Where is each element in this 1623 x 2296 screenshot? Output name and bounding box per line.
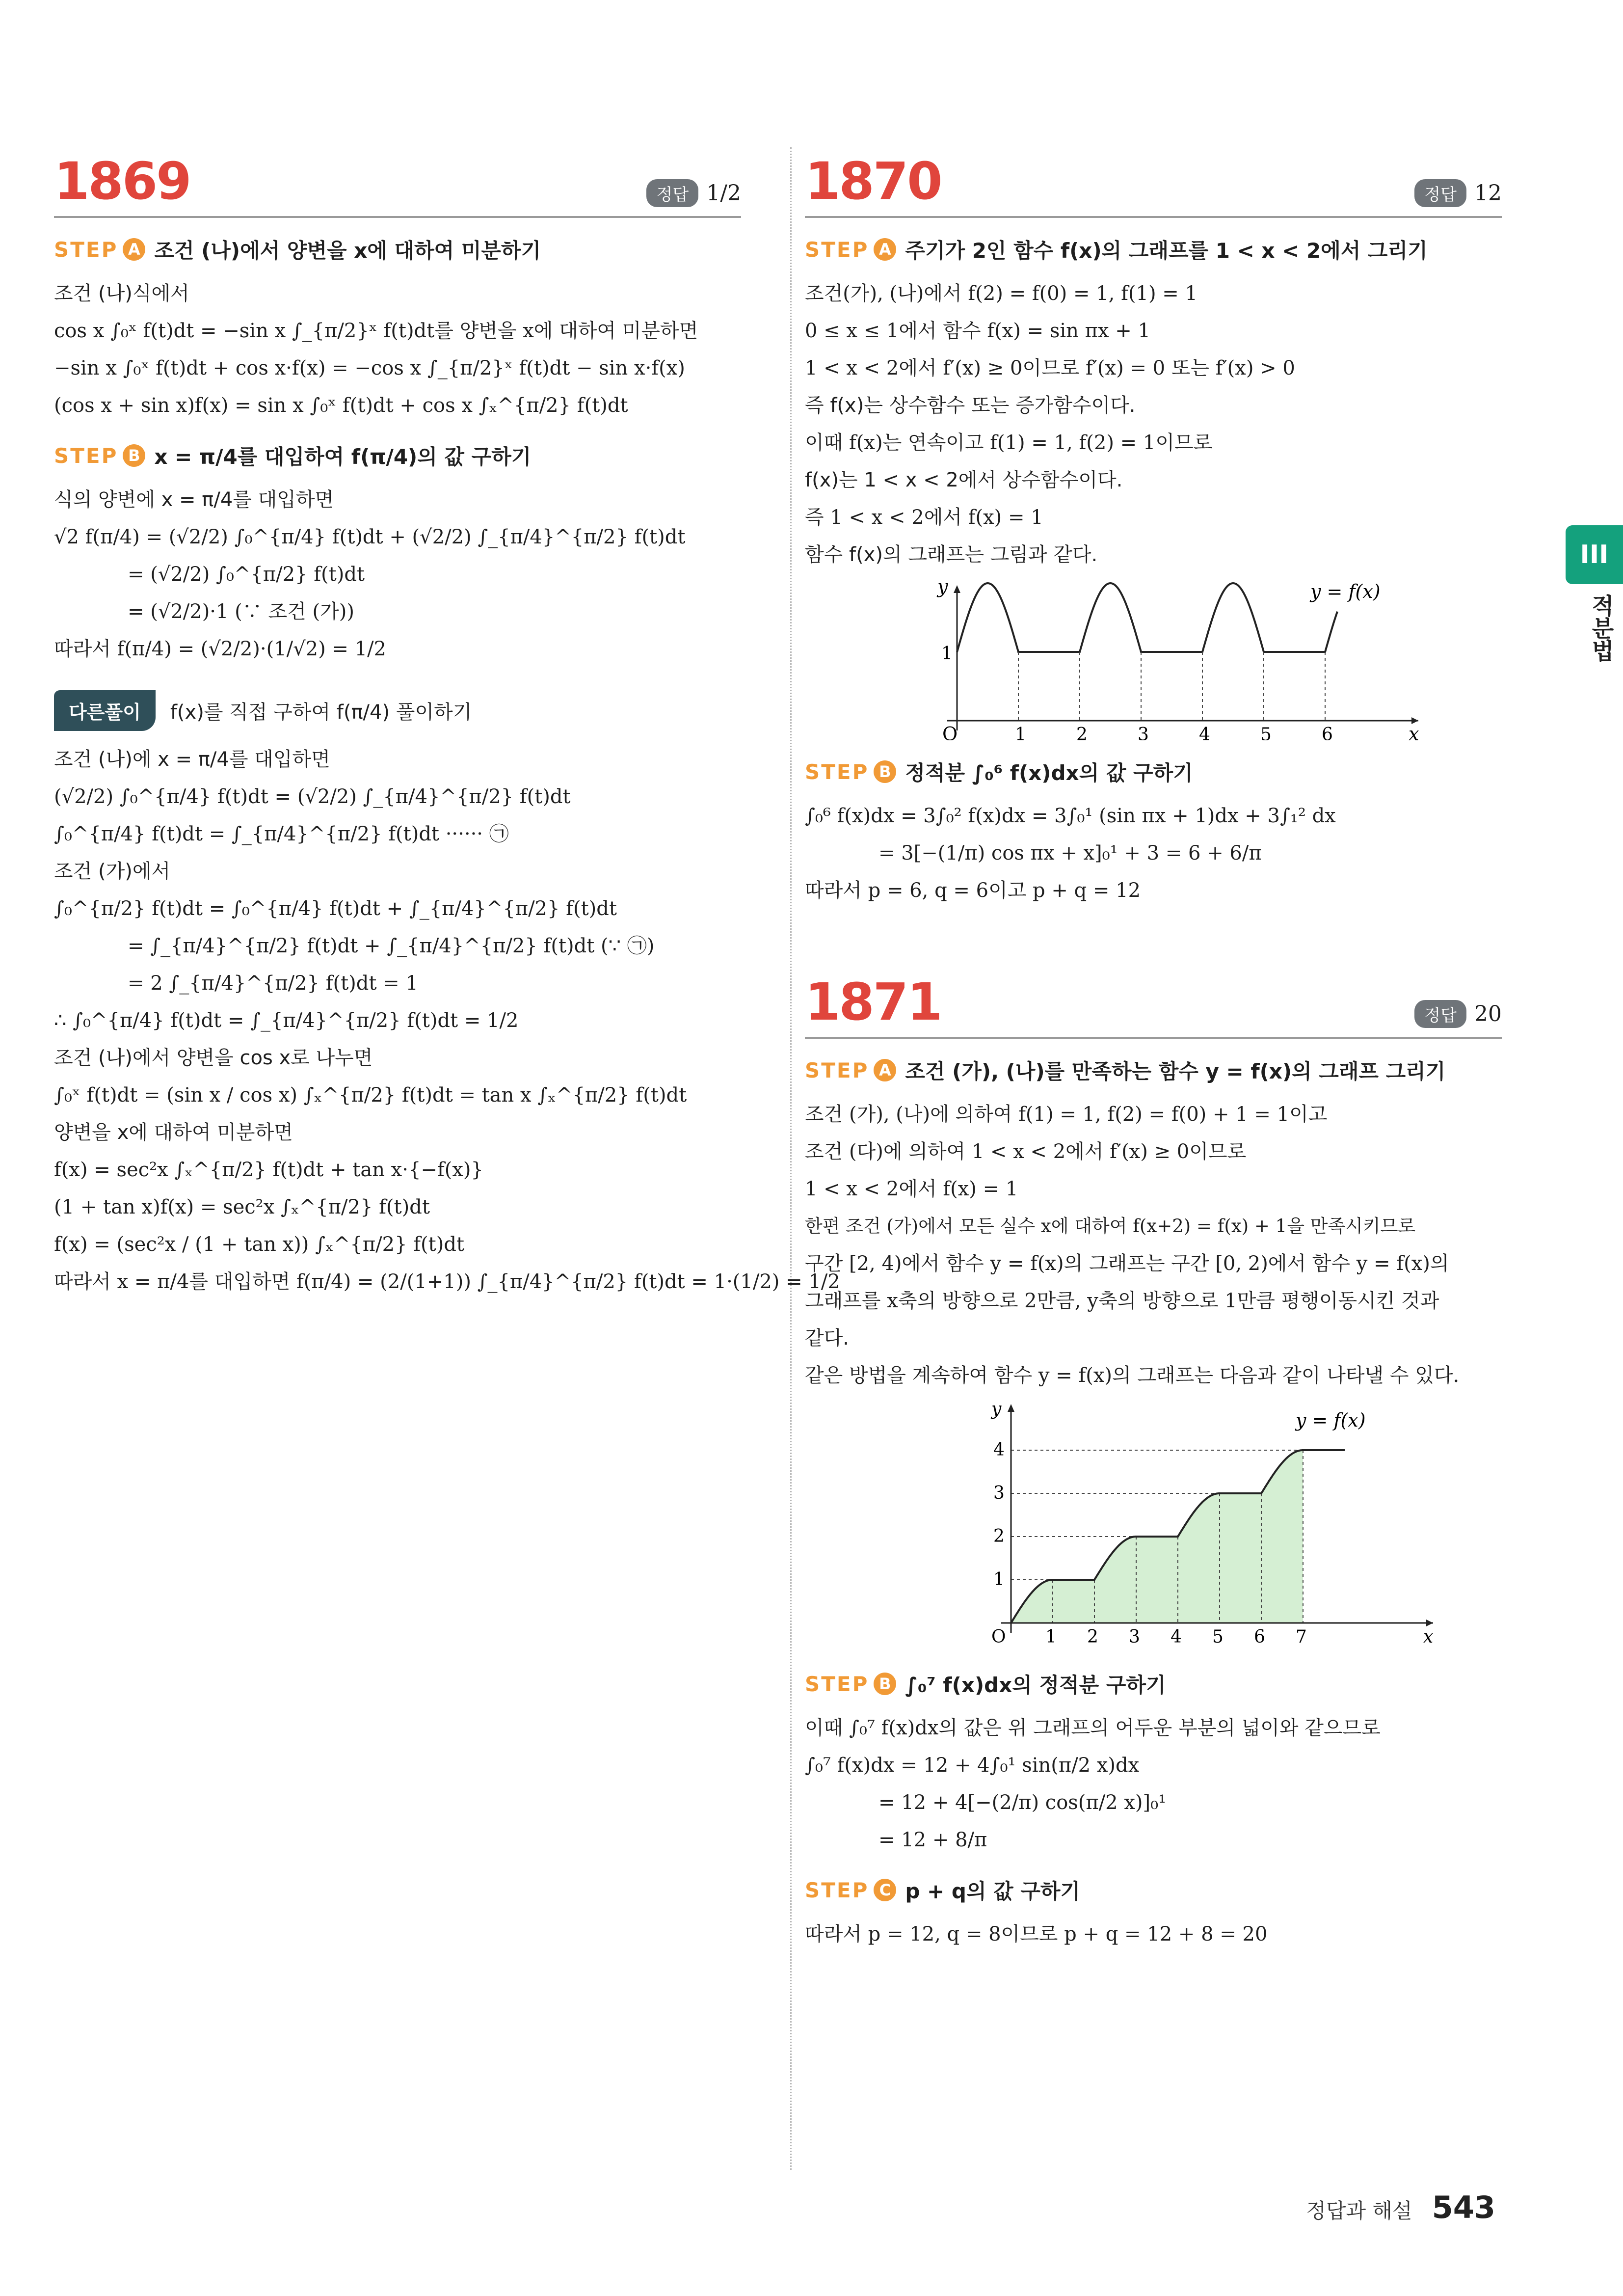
answer-badge: 정답 [646,179,698,207]
x-tick-label: 3 [1129,1627,1140,1647]
x-tick-label: 6 [1254,1627,1265,1647]
step-word: STEP [805,237,869,262]
solution-line: = (√2/2)·1 (∵ 조건 (가)) [128,600,354,623]
step-title: 주기가 2인 함수 f(x)의 그래프를 1 < x < 2에서 그리기 [905,239,1428,263]
x-tick-label: 1 [1015,725,1026,740]
solution-line: = 3[−(1/π) cos πx + x]₀¹ + 3 = 6 + 6/π [878,842,1262,864]
x-axis-label: x [1409,723,1419,740]
solution-line: = 12 + 8/π [878,1829,987,1851]
step-letter: A [874,238,896,261]
x-tick-label: 2 [1076,725,1088,740]
solution-line: −sin x ∫₀ˣ f(t)dt + cos x·f(x) = −cos x ∫_{π/2}ˣ f(t)dt − sin x·f(x) [54,357,685,379]
solution-line: 0 ≤ x ≤ 1에서 함수 f(x) = sin πx + 1 [805,320,1150,342]
step-a-header [54,235,741,264]
problem-header [805,147,1502,218]
solution-line: (cos x + sin x)f(x) = sin x ∫₀ˣ f(t)dt + cos x ∫ₓ^{π/2} f(t)dt [54,394,628,417]
alt-solution-header [54,690,741,731]
problem-1871 [805,968,1502,1953]
y-tick-label: 4 [993,1440,1005,1460]
answer-badge: 정답 [1414,179,1466,207]
alt-solution-title: f(x)를 직접 구하여 f(π/4) 풀이하기 [170,701,472,724]
solution-line: f(x)는 1 < x < 2에서 상수함수이다. [805,469,1123,491]
y-tick-label: 1 [993,1569,1005,1590]
solution-line: ∫₀^{π/2} f(t)dt = ∫₀^{π/4} f(t)dt + ∫_{π/4}^{π/2} f(t)dt [54,897,617,920]
answer-box [1414,1000,1502,1028]
y-tick-label: 2 [993,1526,1005,1546]
solution-line: (1 + tan x)f(x) = sec²x ∫ₓ^{π/2} f(t)dt [54,1196,430,1218]
problem-number: 1870 [805,151,941,211]
origin-label: O [942,723,958,740]
step-title: ∫₀⁷ f(x)dx의 정적분 구하기 [905,1673,1166,1697]
answer-value: 1/2 [706,181,741,206]
problem-1870 [805,147,1502,909]
problem-header [805,968,1502,1039]
footer-label: 정답과 해설 [1306,2199,1412,2223]
x-tick-label: 5 [1212,1627,1224,1647]
solution-line: 따라서 f(π/4) = (√2/2)·(1/√2) = 1/2 [54,638,386,660]
solution-line: 조건 (나)식에서 [54,282,189,305]
x-axis-arrow [1426,1620,1433,1626]
step-c-header [805,1875,1502,1905]
function-label: y = f(x) [1310,581,1381,602]
solution-line: = 2 ∫_{π/4}^{π/2} f(t)dt = 1 [128,972,418,995]
step-word: STEP [805,759,869,784]
step-b-header [805,757,1502,786]
solution-line: = ∫_{π/4}^{π/2} f(t)dt + ∫_{π/4}^{π/2} f(t)dt (∵ ㉠) [128,935,655,957]
step-a-header [805,1055,1502,1085]
dashed-guides [1018,652,1325,721]
step-letter: B [874,760,896,783]
answer-value: 20 [1474,1001,1502,1026]
step-title: x = π/4를 대입하여 f(π/4)의 값 구하기 [154,445,532,469]
solution-line: 조건 (가), (나)에 의하여 f(1) = 1, f(2) = f(0) + 1 = 1이고 [805,1103,1328,1126]
solution-line: = (√2/2) ∫₀^{π/2} f(t)dt [128,563,365,586]
x-tick-label: 7 [1296,1627,1307,1647]
step-letter: B [874,1673,896,1695]
answer-box [1414,179,1502,207]
y-axis-label: y [937,578,948,597]
answer-box [646,179,741,207]
solution-line: 즉 1 < x < 2에서 f(x) = 1 [805,506,1043,529]
solution-line: 1 < x < 2에서 f′(x) ≥ 0이므로 f′(x) = 0 또는 f′(x) > 0 [805,357,1295,379]
chapter-title: 적분법 [1588,594,1615,662]
y-tick-label: 3 [993,1483,1005,1503]
solution-line: 양변을 x에 대하여 미분하면 [54,1121,293,1144]
x-tick-label: 2 [1087,1627,1098,1647]
step-word: STEP [805,1058,869,1082]
page-number: 543 [1432,2189,1495,2225]
x-tick-label: 4 [1171,1627,1182,1647]
answer-badge: 정답 [1414,1000,1466,1028]
solution-line: 따라서 x = π/4를 대입하면 f(π/4) = (2/(1+1)) ∫_{π/4}^{π/2} f(t)dt = 1·(1/2) = 1/2 [54,1270,840,1293]
y-axis-label: y [991,1399,1002,1419]
step-word: STEP [805,1672,869,1696]
answer-value: 12 [1474,181,1502,206]
solution-line: 따라서 p = 6, q = 6이고 p + q = 12 [805,879,1141,902]
step-letter: A [123,238,145,261]
problem-number: 1871 [805,972,941,1032]
problem-1869 [54,147,840,1300]
solution-line: 따라서 p = 12, q = 8이므로 p + q = 12 + 8 = 20 [805,1923,1268,1945]
step-b-header [54,441,741,470]
solution-line: 같은 방법을 계속하여 함수 y = f(x)의 그래프는 다음과 같이 나타낼 수 있다. [805,1364,1460,1387]
x-tick-label: 4 [1199,725,1210,740]
solution-line: 이때 ∫₀⁷ f(x)dx의 값은 위 그래프의 어두운 부분의 넓이와 같으므로 [805,1717,1381,1739]
solution-line: 1 < x < 2에서 f(x) = 1 [805,1178,1018,1200]
y-tick-label: 1 [941,644,953,664]
step-word: STEP [54,443,118,468]
step-word: STEP [805,1878,869,1902]
page-footer [1306,2189,1495,2225]
right-column [805,147,1502,1953]
solution-line: (√2/2) ∫₀^{π/4} f(t)dt = (√2/2) ∫_{π/4}^{π/2} f(t)dt [54,785,571,808]
solution-line: 조건(가), (나)에서 f(2) = f(0) = 1, f(1) = 1 [805,282,1197,305]
step-title: 조건 (가), (나)를 만족하는 함수 y = f(x)의 그래프 그리기 [905,1059,1446,1083]
solution-line: 한편 조건 (가)에서 모든 실수 x에 대하여 f(x+2) = f(x) + 1을 만족시키므로 [805,1216,1416,1237]
solution-line: 구간 [2, 4)에서 함수 y = f(x)의 그래프는 구간 [0, 2)에서 함수 y = f(x)의 [805,1252,1449,1275]
chapter-tab: III [1566,525,1623,584]
step-letter: A [874,1059,896,1081]
step-title: p + q의 값 구하기 [905,1879,1081,1903]
solution-line: f(x) = (sec²x / (1 + tan x)) ∫ₓ^{π/2} f(t)dt [54,1233,465,1256]
problem-header [54,147,741,218]
y-axis-arrow [954,585,960,593]
origin-label: O [991,1627,1006,1647]
solution-line: cos x ∫₀ˣ f(t)dt = −sin x ∫_{π/2}ˣ f(t)dt를 양변을 x에 대하여 미분하면 [54,320,698,342]
graph-1870 [928,578,1428,740]
solution-line: √2 f(π/4) = (√2/2) ∫₀^{π/4} f(t)dt + (√2/2) ∫_{π/4}^{π/2} f(t)dt [54,526,686,548]
x-tick-label: 3 [1138,725,1149,740]
step-b-header [805,1669,1502,1699]
x-tick-label: 6 [1322,725,1333,740]
solution-line: 같다. [805,1327,849,1350]
step-a-header [805,235,1502,264]
solution-line: ∫₀ˣ f(t)dt = (sin x / cos x) ∫ₓ^{π/2} f(t)dt = tan x ∫ₓ^{π/2} f(t)dt [54,1084,687,1107]
y-axis-arrow [1008,1404,1014,1412]
solution-line: 식의 양변에 x = π/4를 대입하면 [54,488,334,511]
alt-solution-badge: 다른풀이 [54,690,156,731]
solution-line: 조건 (나)에 x = π/4를 대입하면 [54,748,330,771]
function-label: y = f(x) [1296,1409,1366,1431]
x-tick-label: 5 [1260,725,1272,740]
solution-line: 이때 f(x)는 연속이고 f(1) = 1, f(2) = 1이므로 [805,432,1213,454]
step-title: 조건 (나)에서 양변을 x에 대하여 미분하기 [154,239,541,263]
step-title: 정적분 ∫₀⁶ f(x)dx의 값 구하기 [905,761,1193,785]
step-word: STEP [54,237,118,262]
solution-line: ∴ ∫₀^{π/4} f(t)dt = ∫_{π/4}^{π/2} f(t)dt = 1/2 [54,1009,519,1032]
function-curve [957,583,1337,652]
problem-number: 1869 [54,151,190,211]
step-letter: C [874,1879,896,1901]
solution-line: ∫₀⁷ f(x)dx = 12 + 4∫₀¹ sin(π/2 x)dx [805,1754,1140,1777]
solution-line: 조건 (나)에서 양변을 cos x로 나누면 [54,1047,373,1069]
x-tick-label: 1 [1045,1627,1057,1647]
solution-line: 즉 f(x)는 상수함수 또는 증가함수이다. [805,394,1136,417]
solution-line: 그래프를 x축의 방향으로 2만큼, y축의 방향으로 1만큼 평행이동시킨 것과 [805,1290,1439,1312]
solution-line: ∫₀^{π/4} f(t)dt = ∫_{π/4}^{π/2} f(t)dt ······ ㉠ [54,823,509,845]
solution-line: 조건 (가)에서 [54,860,171,883]
solution-line: ∫₀⁶ f(x)dx = 3∫₀² f(x)dx = 3∫₀¹ (sin πx + 1)dx + 3∫₁² dx [805,805,1336,827]
solution-line: 조건 (다)에 의하여 1 < x < 2에서 f′(x) ≥ 0이므로 [805,1140,1247,1163]
solution-line: f(x) = sec²x ∫ₓ^{π/2} f(t)dt + tan x·{−f(x)} [54,1159,483,1181]
step-letter: B [123,444,145,467]
solution-line: = 12 + 4[−(2/π) cos(π/2 x)]₀¹ [878,1791,1167,1814]
graph-1871 [972,1397,1443,1652]
solution-line: 함수 f(x)의 그래프는 그림과 같다. [805,543,1098,566]
x-axis-label: x [1423,1627,1434,1647]
column-divider [790,147,792,2170]
